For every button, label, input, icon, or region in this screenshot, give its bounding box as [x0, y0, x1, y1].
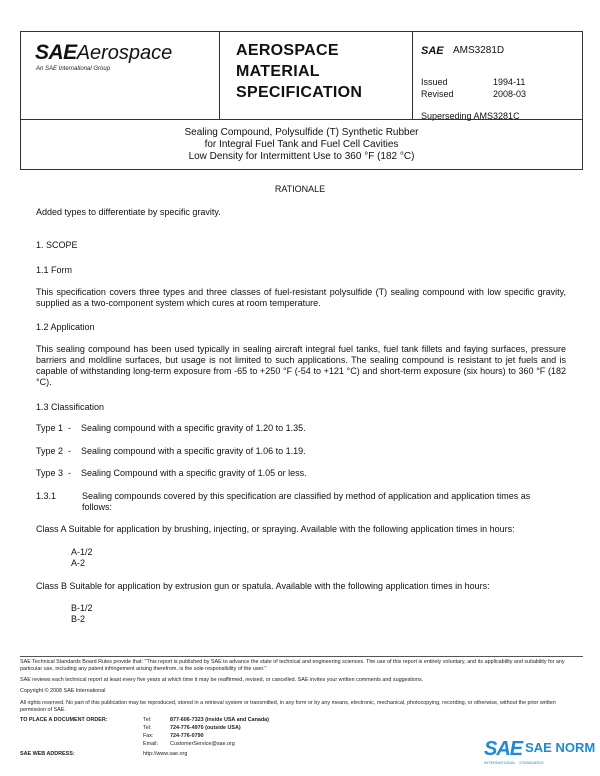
web-label: SAE WEB ADDRESS:	[20, 751, 75, 757]
footer-notice-1: SAE Technical Standards Board Rules provide that: "This report is published by SAE to advance the state of technical and engineering sciences. The use of this report is entirely voluntary, and its applicability and suitability for any particular use, including any patent infringement arising therefrom, is the sole responsibility of the user."	[20, 659, 565, 672]
section-1-3-1-text-cont: follows:	[82, 502, 113, 512]
logo-cell	[21, 32, 220, 119]
type-3: Type 3 - Sealing Compound with a specific gravity of 1.05 or less.	[36, 468, 307, 478]
form-text: This specification covers three types and three classes of fuel-resistant polysulfide (T) sealing compound with low specific gravity, supplied as a two-component system which cures at room temperature.	[36, 287, 566, 308]
section-1-3-1-text: Sealing compounds covered by this specification are classified by method of application and application times as	[82, 491, 531, 501]
class-a-item: A-1/2	[71, 547, 93, 557]
fax-value: 724-776-0790	[170, 733, 204, 739]
footer-rights: All rights reserved. No part of this publication may be reproduced, stored in a retrieval system or transmitted, in any form or by any means, electronic, mechanical, photocopying, recording, or otherwise, without the prior written permission of SAE.	[20, 700, 556, 713]
class-b-item: B-1/2	[71, 603, 93, 613]
revised-row	[421, 89, 526, 99]
issued-row	[421, 77, 525, 87]
revised-value: 2008-03	[493, 89, 527, 99]
logo-sae-text: SAE	[35, 41, 77, 64]
issued-value: 1994-11	[493, 77, 526, 87]
title-box	[20, 120, 583, 170]
doc-type-cell	[220, 32, 413, 119]
web-value[interactable]: http://www.sae.org	[143, 751, 188, 757]
logo-subtitle: An SAE International Group	[36, 66, 111, 72]
class-b-text: Class B Suitable for application by extrusion gun or spatula. Available with the following application times in hours:	[36, 581, 490, 591]
logo-aerospace-text: Aerospace	[76, 42, 173, 64]
header-box	[20, 31, 583, 120]
form-heading: 1.1 Form	[36, 265, 73, 275]
order-label: TO PLACE A DOCUMENT ORDER:	[20, 717, 108, 723]
superseding-text: Superseding AMS3281C	[421, 111, 520, 121]
application-heading: 1.2 Application	[36, 322, 95, 332]
class-a-item: A-2	[71, 558, 86, 568]
sae-small-logo: SAE	[421, 45, 444, 57]
sae-norm-watermark	[484, 738, 596, 765]
rationale-text: Added types to differentiate by specific gravity.	[36, 207, 221, 217]
tel1-value: 877-606-7323 (inside USA and Canada)	[170, 717, 269, 723]
revised-label: Revised	[421, 89, 454, 99]
type-1: Type 1 - Sealing compound with a specific gravity of 1.20 to 1.35.	[36, 423, 306, 433]
doc-type-title	[236, 40, 362, 103]
doc-number: AMS3281D	[453, 45, 505, 56]
classification-heading: 1.3 Classification	[36, 402, 105, 412]
footer-notice-2: SAE reviews each technical report at least every five years at which time it may be reaffirmed, revised, or cancelled. SAE invites your written comments and suggestions.	[20, 677, 424, 683]
section-1-3-1-number: 1.3.1	[36, 491, 57, 501]
class-a-text: Class A Suitable for application by brushing, injecting, or spraying. Available with the following application times in hours:	[36, 524, 515, 534]
doc-info-cell	[413, 32, 583, 119]
title-line: Low Density for Intermittent Use to 360 °F (182 °C)	[188, 151, 415, 162]
watermark-sae-logo: SAE	[484, 738, 523, 760]
doc-type-line: AEROSPACE	[236, 42, 339, 59]
footer-copyright: Copyright © 2008 SAE International	[20, 688, 106, 694]
type-2: Type 2 - Sealing compound with a specific gravity of 1.06 to 1.19.	[36, 446, 306, 456]
watermark-norm-text: SAE NORM	[525, 740, 596, 755]
doc-type-line: SPECIFICATION	[236, 84, 363, 101]
doc-type-line: MATERIAL	[236, 63, 320, 80]
tel2-label: Tel:	[143, 725, 152, 731]
class-b-item: B-2	[71, 614, 86, 624]
watermark-tagline: INTERNATIONAL · STANDARDS	[484, 760, 544, 765]
rationale-heading: RATIONALE	[274, 184, 326, 194]
scope-heading: 1. SCOPE	[36, 240, 78, 250]
sae-aerospace-logo	[35, 41, 172, 65]
title-line: Sealing Compound, Polysulfide (T) Synthetic Rubber	[184, 127, 419, 138]
footer-divider	[20, 656, 583, 657]
tel2-value: 724-776-4970 (outside USA)	[170, 725, 241, 731]
application-text: This sealing compound has been used typically in sealing aircraft integral fuel tanks, fuel tank fillets and faying surfaces, pressure barriers and moldline surfaces, but usage is not limited to such applications. The sealing compound is resistant to jet fuels and is capable of withstanding long-term exposure from -65 to +250 °F (-54 to +121 °C) and short-term exposure (six hours) to 360 °F (182 °C).	[36, 344, 566, 387]
email-value[interactable]: CustomerService@sae.org	[170, 741, 235, 747]
issued-label: Issued	[421, 77, 448, 87]
fax-label: Fax:	[143, 733, 154, 739]
tel1-label: Tel:	[143, 717, 152, 723]
title-line: for Integral Fuel Tank and Fuel Cell Cavities	[204, 139, 399, 150]
email-label: Email:	[143, 741, 158, 747]
